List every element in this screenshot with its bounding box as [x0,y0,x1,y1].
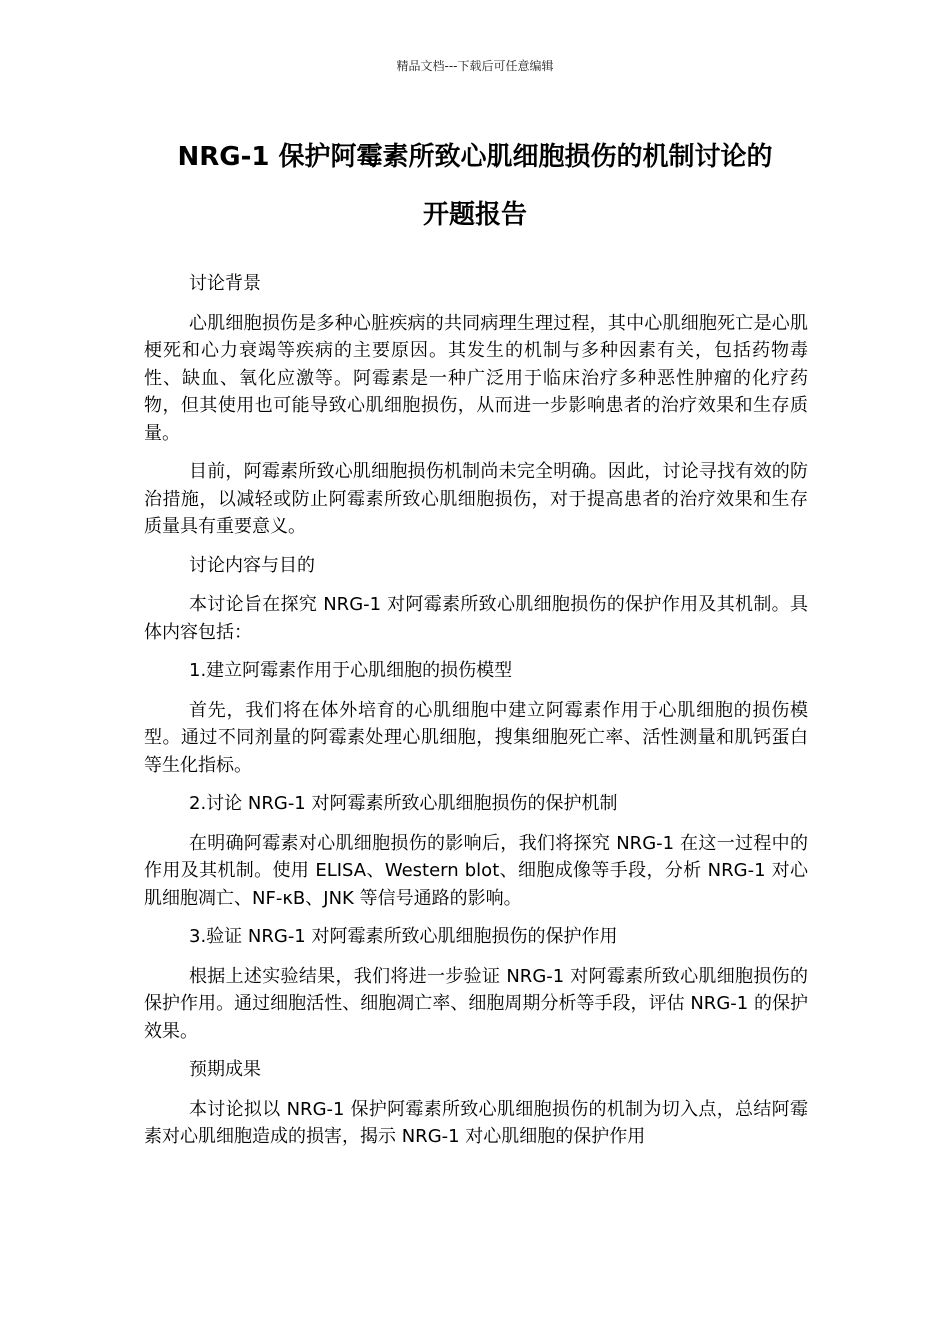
document-body [144,270,808,1162]
paragraph-background-2: 目前，阿霉素所致心肌细胞损伤机制尚未完全明确。因此，讨论寻找有效的防治措施，以减轻或防止阿霉素所致心肌细胞损伤，对于提高患者的治疗效果和生存质量具有重要意义。 [144,461,808,537]
paragraph-item-1: 首先，我们将在体外培育的心肌细胞中建立阿霉素作用于心肌细胞的损伤模型。通过不同剂量的阿霉素处理心肌细胞，搜集细胞死亡率、活性测量和肌钙蛋白等生化指标。 [144,699,808,776]
paragraph-item-3: 根据上述实验结果，我们将进一步验证 NRG-1 对阿霉素所致心肌细胞损伤的保护作用。通过细胞活性、细胞凋亡率、细胞周期分析等手段，评估 NRG-1 的保护效果。 [144,965,808,1042]
section-heading-background: 讨论背景 [189,273,261,294]
title-line-2: 开题报告 [422,200,527,230]
section-heading-outcome: 预期成果 [189,1059,261,1080]
document-title [120,128,830,244]
paragraph-background-1: 心肌细胞损伤是多种心脏疾病的共同病理生理过程，其中心肌细胞死亡是心肌梗死和心力衰竭等疾病的主要原因。其发生的机制与多种因素有关，包括药物毒性、缺血、氧化应激等。阿霉素是一种广泛用于临床治疗多种恶性肿瘤的化疗药物，但其使用也可能导致心肌细胞损伤，从而进一步影响患者的治疗效果和生存质量。 [144,312,808,444]
section-heading-content: 讨论内容与目的 [189,554,315,576]
item-heading-3: 3.验证 NRG-1 对阿霉素所致心肌细胞损伤的保护作用 [189,926,618,947]
item-heading-2: 2.讨论 NRG-1 对阿霉素所致心肌细胞损伤的保护机制 [189,793,618,814]
paragraph-outcome: 本讨论拟以 NRG-1 保护阿霉素所致心肌细胞损伤的机制为切入点，总结阿霉素对心肌细胞造成的损害，揭示 NRG-1 对心肌细胞的保护作用 [144,1098,808,1147]
header-note: 精品文档---下载后可任意编辑 [396,59,554,73]
paragraph-content-intro: 本讨论旨在探究 NRG-1 对阿霉素所致心肌细胞损伤的保护作用及其机制。具体内容包括： [144,594,808,643]
paragraph-item-2: 在明确阿霉素对心肌细胞损伤的影响后，我们将探究 NRG-1 在这一过程中的作用及其机制。使用 ELISA、Western blot、细胞成像等手段，分析 NRG-1 对心肌细胞凋亡、NF-κB、JNK 等信号通路的影响。 [144,832,808,909]
item-heading-1: 1.建立阿霉素作用于心肌细胞的损伤模型 [189,660,513,681]
title-line-1: NRG-1 保护阿霉素所致心肌细胞损伤的机制讨论的 [177,142,773,172]
